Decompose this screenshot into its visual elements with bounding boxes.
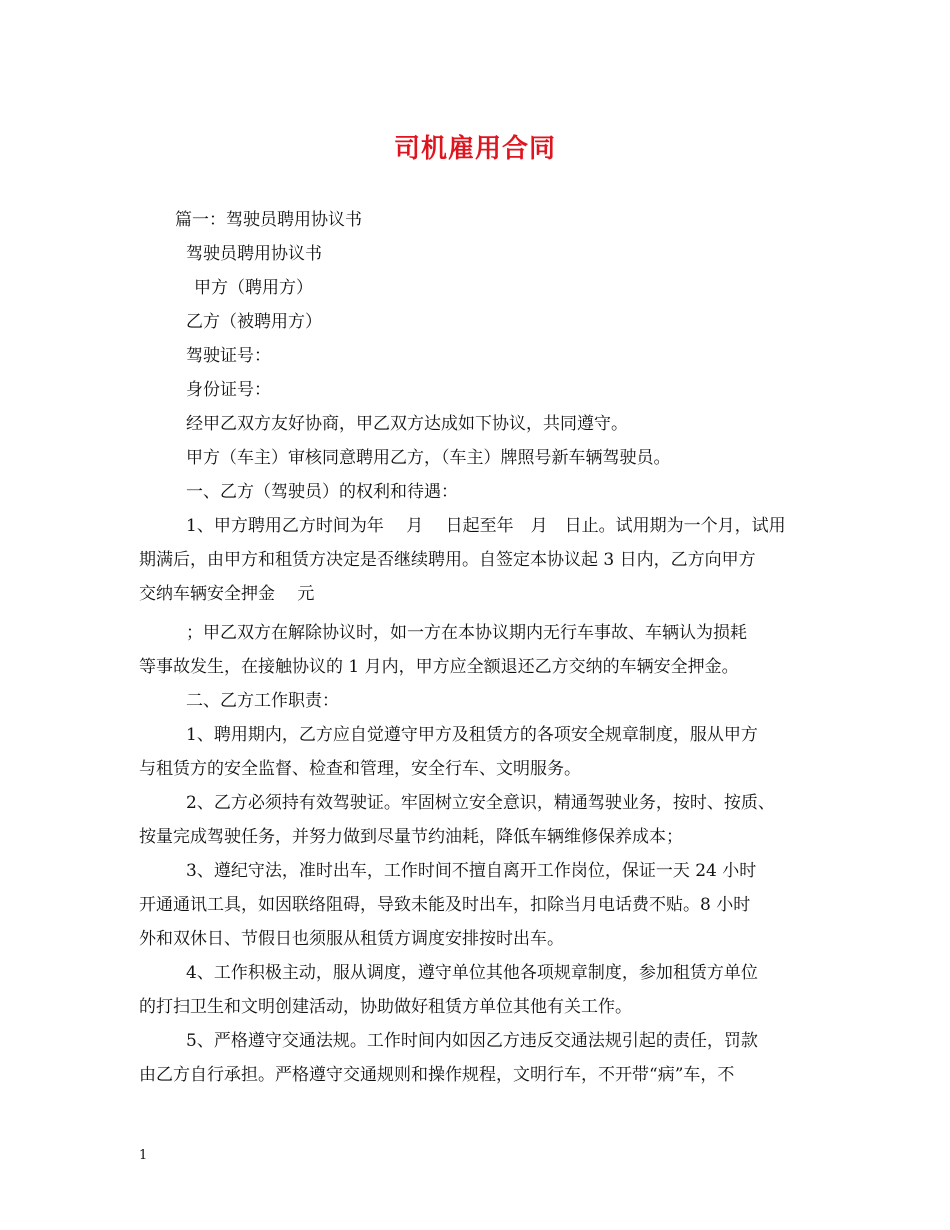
body-line: 开通通讯工具，如因联络阻碍，导致未能及时出车，扣除当月电话费不贴。8 小时 bbox=[139, 895, 751, 915]
body-line: 交纳车辆安全押金 元 bbox=[139, 584, 315, 604]
body-line: 按量完成驾驶任务，并努力做到尽量节约油耗，降低车辆维修保养成本； bbox=[139, 827, 683, 847]
body-line: 1、甲方聘用乙方时间为年 月 日起至年 月 日止。试用期为一个月，试用 bbox=[186, 516, 786, 536]
body-line: 等事故发生，在接触协议的 1 月内，甲方应全额退还乙方交纳的车辆安全押金。 bbox=[139, 657, 739, 677]
body-line: 甲方（车主）审核同意聘用乙方，（车主）牌照号新车辆驾驶员。 bbox=[186, 448, 671, 468]
body-line: 由乙方自行承担。严格遵守交通规则和操作规程，文明行车，不开带“病”车，不 bbox=[139, 1065, 735, 1085]
body-line: 1、聘用期内，乙方应自觉遵守甲方及租赁方的各项安全规章制度，服从甲方 bbox=[186, 725, 758, 745]
party-a-line: 甲方（聘用方） bbox=[194, 278, 313, 298]
body-line: 经甲乙双方友好协商，甲乙双方达成如下协议，共同遵守。 bbox=[186, 414, 628, 434]
section-heading: 一、乙方（驾驶员）的权利和待遇： bbox=[186, 482, 458, 502]
body-line: 与租赁方的安全监督、检查和管理，安全行车、文明服务。 bbox=[139, 759, 581, 779]
section-heading: 二、乙方工作职责： bbox=[186, 691, 339, 711]
body-line: 外和双休日、节假日也须服从租赁方调度安排按时出车。 bbox=[139, 929, 564, 949]
body-line: 5、严格遵守交通法规。工作时间内如因乙方违反交通法规引起的责任，罚款 bbox=[186, 1031, 758, 1051]
body-line: 期满后，由甲方和租赁方决定是否继续聘用。自签定本协议起 3 日内，乙方向甲方 bbox=[139, 550, 756, 570]
id-number-line: 身份证号： bbox=[186, 380, 271, 400]
document-title: 司机雇用合同 bbox=[393, 134, 556, 164]
page-number: 1 bbox=[139, 1148, 148, 1163]
body-line: 2、乙方必须持有效驾驶证。牢固树立安全意识，精通驾驶业务，按时、按质、 bbox=[186, 793, 775, 813]
section-heading: 篇一：驾驶员聘用协议书 bbox=[175, 210, 362, 230]
body-line: 4、工作积极主动，服从调度，遵守单位其他各项规章制度，参加租赁方单位 bbox=[186, 963, 758, 983]
party-b-line: 乙方（被聘用方） bbox=[186, 312, 322, 332]
subtitle-line: 驾驶员聘用协议书 bbox=[186, 244, 322, 264]
body-line: ；甲乙双方在解除协议时，如一方在本协议期内无行车事故、车辆认为损耗 bbox=[186, 623, 747, 643]
license-line: 驾驶证号： bbox=[186, 346, 271, 366]
body-line: 的打扫卫生和文明创建活动，协助做好租赁方单位其他有关工作。 bbox=[139, 997, 632, 1017]
body-line: 3、遵纪守法，准时出车，工作时间不擅自离开工作岗位，保证一天 24 小时 bbox=[186, 861, 757, 881]
